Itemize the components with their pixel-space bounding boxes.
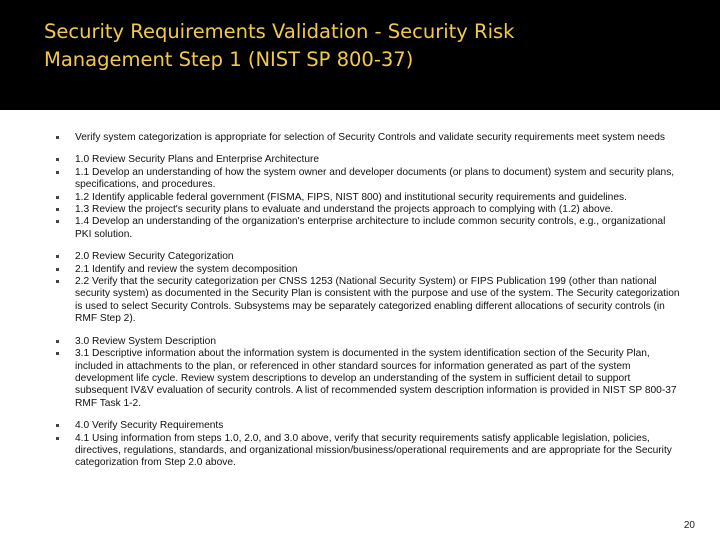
list-item-text: 1.3 Review the project's security plans to evaluate and understand the projects approach to complying with (1.2) above. (75, 204, 614, 216)
bullet-square-icon (56, 136, 59, 139)
list-item (56, 167, 681, 192)
list-item-text: 4.1 Using information from steps 1.0, 2.0, and 3.0 above, verify that security requirements satisfy applicable legislation, policies, directives, regulations, standards, and organizational mission/business/operational requirements and are appropriate for the Security categorization from Step 2.0 above. (75, 432, 672, 469)
list-item-text: 2.1 Identify and review the system decomposition (75, 263, 298, 275)
list-item (56, 433, 681, 470)
list-item-text: Verify system categorization is appropriate for selection of Security Controls and validate security requirements meet system needs (75, 132, 666, 143)
bullet-square-icon (56, 208, 59, 211)
list-item-text: 1.0 Review Security Plans and Enterprise Architecture (75, 154, 320, 166)
bullet-square-icon (56, 280, 59, 283)
bullet-square-icon (56, 424, 59, 427)
list-item (56, 204, 681, 216)
list-item-text: 2.2 Verify that the security categorization per CNSS 1253 (National Security System) or FIPS Publication 199 (other than national security system) as documented in the Security Plan is consistent with the purpose and use of the system. The Security categorization is used to select Security Controls. Subsystems may be separately categorized enabling different allocations of security controls (in RMF Step 2). (75, 276, 680, 325)
bullet-list (56, 132, 681, 480)
list-item (56, 420, 681, 432)
slide-title-line-2: Management Step 1 (NIST SP 800-37) (44, 48, 414, 71)
bullet-square-icon (56, 437, 59, 440)
bullet-group-step-3 (56, 336, 681, 410)
title-bar (0, 0, 720, 110)
list-item (56, 216, 681, 241)
bullet-group-step-2 (56, 251, 681, 325)
list-item-text: 1.2 Identify applicable federal government (FISMA, FIPS, NIST 800) and institutional security requirements and guidelines. (75, 191, 627, 203)
bullet-square-icon (56, 196, 59, 199)
list-item (56, 264, 681, 276)
list-item-text: 1.1 Develop an understanding of how the system owner and developer documents (or plans to document) system and security plans, specifications, and procedures. (75, 166, 675, 191)
bullet-group-step-1 (56, 154, 681, 241)
list-item (56, 154, 681, 166)
slide-title (44, 18, 684, 74)
list-item (56, 132, 681, 144)
slide-number: 20 (683, 520, 695, 531)
list-item-text: 3.0 Review System Description (75, 335, 216, 347)
slide-title-line-1: Security Requirements Validation - Security Risk (44, 20, 515, 43)
bullet-group-verify (56, 132, 681, 144)
bullet-square-icon (56, 158, 59, 161)
list-item (56, 276, 681, 326)
bullet-square-icon (56, 171, 59, 174)
list-item (56, 251, 681, 263)
bullet-square-icon (56, 352, 59, 355)
list-item-text: 4.0 Verify Security Requirements (75, 420, 224, 432)
bullet-square-icon (56, 340, 59, 343)
list-item (56, 192, 681, 204)
bullet-square-icon (56, 220, 59, 223)
list-item (56, 336, 681, 348)
bullet-square-icon (56, 268, 59, 271)
list-item-text: 1.4 Develop an understanding of the organization's enterprise architecture to include common security controls, e.g., organizational PKI solution. (75, 216, 666, 240)
list-item (56, 348, 681, 410)
bullet-group-step-4 (56, 420, 681, 470)
bullet-square-icon (56, 255, 59, 258)
list-item-text: 2.0 Review Security Categorization (75, 251, 234, 263)
list-item-text: 3.1 Descriptive information about the information system is documented in the system identification section of the Security Plan, included in attachments to the plan, or referenced in other standard sources for information generated as part of the system development life cycle. Review system descriptions to develop an understanding of the system in sufficient detail to support subsequent IV&V evaluation of security controls. A list of recommended system description information is provided in NIST SP 800-37 RMF Task 1-2. (75, 348, 677, 409)
